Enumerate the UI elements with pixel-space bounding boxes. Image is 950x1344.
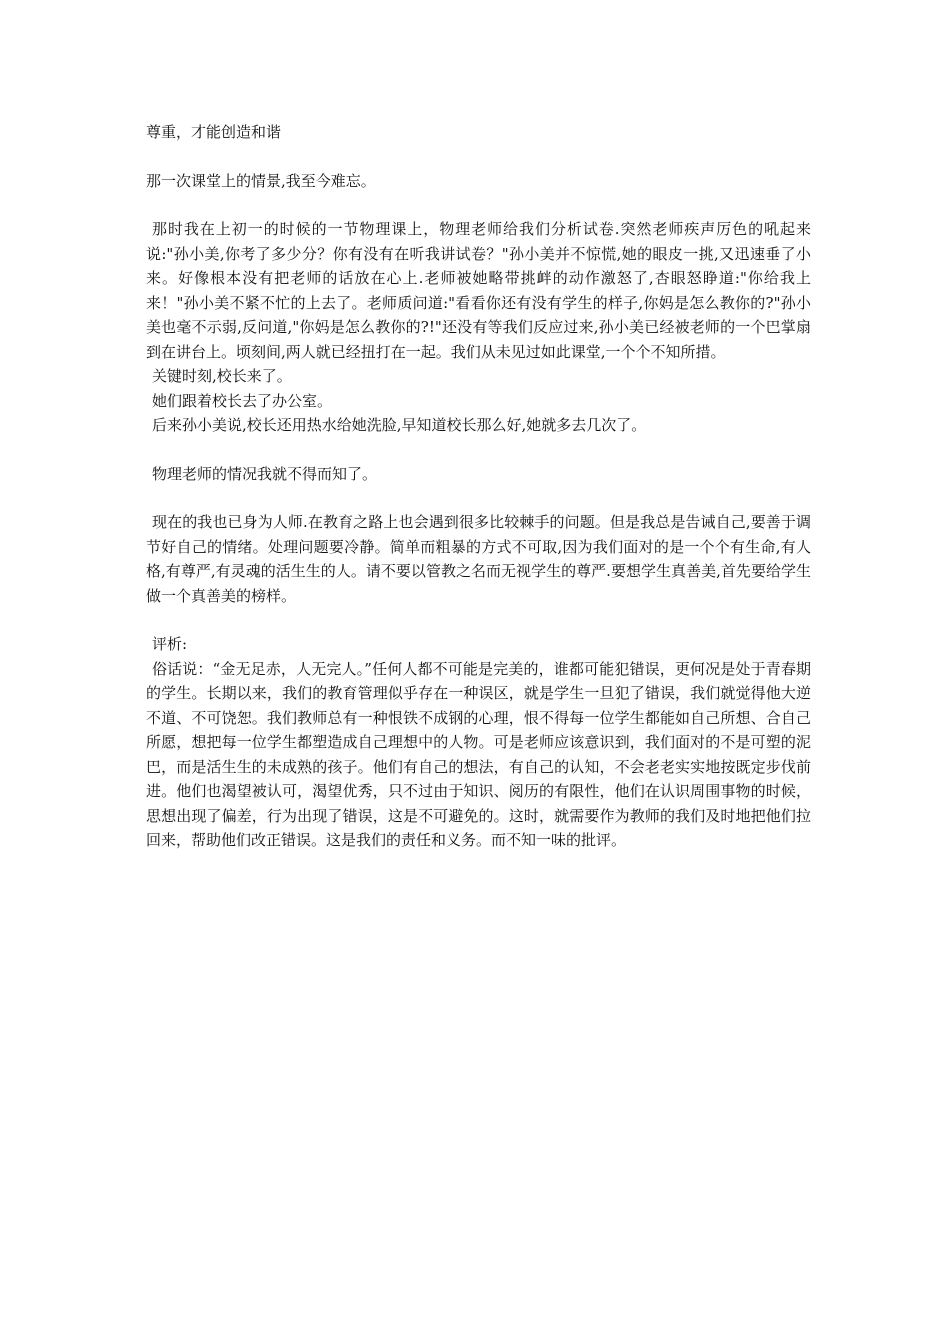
office-line: 她们跟着校长去了办公室。 (152, 391, 333, 410)
later-line: 后来孙小美说,校长还用热水给她洗脸,早知道校长那么好,她就多去几次了。 (152, 416, 647, 434)
comment-label: 评析: (152, 635, 188, 653)
spacer (146, 145, 811, 169)
reflection-paragraph: 现在的我也已身为人师.在教育之路上也会遇到很多比较棘手的问题。但是我总是告诫自己,要善于调节好自己的情绪。处理问题要冷静。简单而粗暴的方式不可取,因为我们面对的是一个个有生命,有人格,有尊严,有灵魂的活生生的人。请不要以管教之名而无视学生的尊严.要想学生真善美,首先要给学生做一个真善美的榜样。 (146, 513, 811, 605)
spacer (146, 438, 811, 462)
spacer (146, 486, 811, 510)
principal-line: 关键时刻,校长来了。 (152, 367, 292, 385)
document-page (146, 120, 811, 853)
spacer (146, 608, 811, 632)
intro-paragraph: 那一次课堂上的情景,我至今难忘。 (146, 171, 376, 190)
document-title: 尊重，才能创造和谐 (146, 123, 282, 141)
spacer (146, 193, 811, 217)
comment-paragraph: 俗话说：“金无足赤，人无完人。”任何人都不可能是完美的，谁都可能犯错误，更何况是处于青春期的学生。长期以来，我们的教育管理似乎存在一种误区，就是学生一旦犯了错误，我们就觉得他大逆不道、不可饶恕。我们教师总有一种恨铁不成钢的心理，恨不得每一位学生都能如自己所想、合自己所愿，想把每一位学生都塑造成自己理想中的人物。可是老师应该意识到，我们面对的不是可塑的泥巴，而是活生生的未成熟的孩子。他们有自己的想法，有自己的认知，不会老老实实地按既定步伐前进。他们也渴望被认可，渴望优秀，只不过由于知识、阅历的有限性，他们在认识周围事物的时候，思想出现了偏差，行为出现了错误，这是不可避免的。这时，就需要作为教师的我们及时地把他们拉回来，帮助他们改正错误。这是我们的责任和义务。而不知一味的批评。 (146, 659, 811, 849)
story-paragraph: 那时我在上初一的时候的一节物理课上，物理老师给我们分析试卷.突然老师疾声厉色的吼起来说:"孙小美,你考了多少分？你有没有在听我讲试卷？"孙小美并不惊慌,她的眼皮一挑,又迅速垂了小来。好像根本没有把老师的话放在心上.老师被她略带挑衅的动作激怒了,杏眼怒睁道:"你给我上来！"孙小美不紧不忙的上去了。老师质问道:"看看你还有没有学生的样子,你妈是怎么教你的?"孙小美也毫不示弱,反问道,"你妈是怎么教你的?!"还没有等我们反应过来,孙小美已经被老师的一个巴掌扇到在讲台上。顷刻间,两人就已经扭打在一起。我们从未见过如此课堂,一个个不知所措。 (146, 220, 811, 361)
teacher-line: 物理老师的情况我就不得而知了。 (152, 464, 378, 483)
